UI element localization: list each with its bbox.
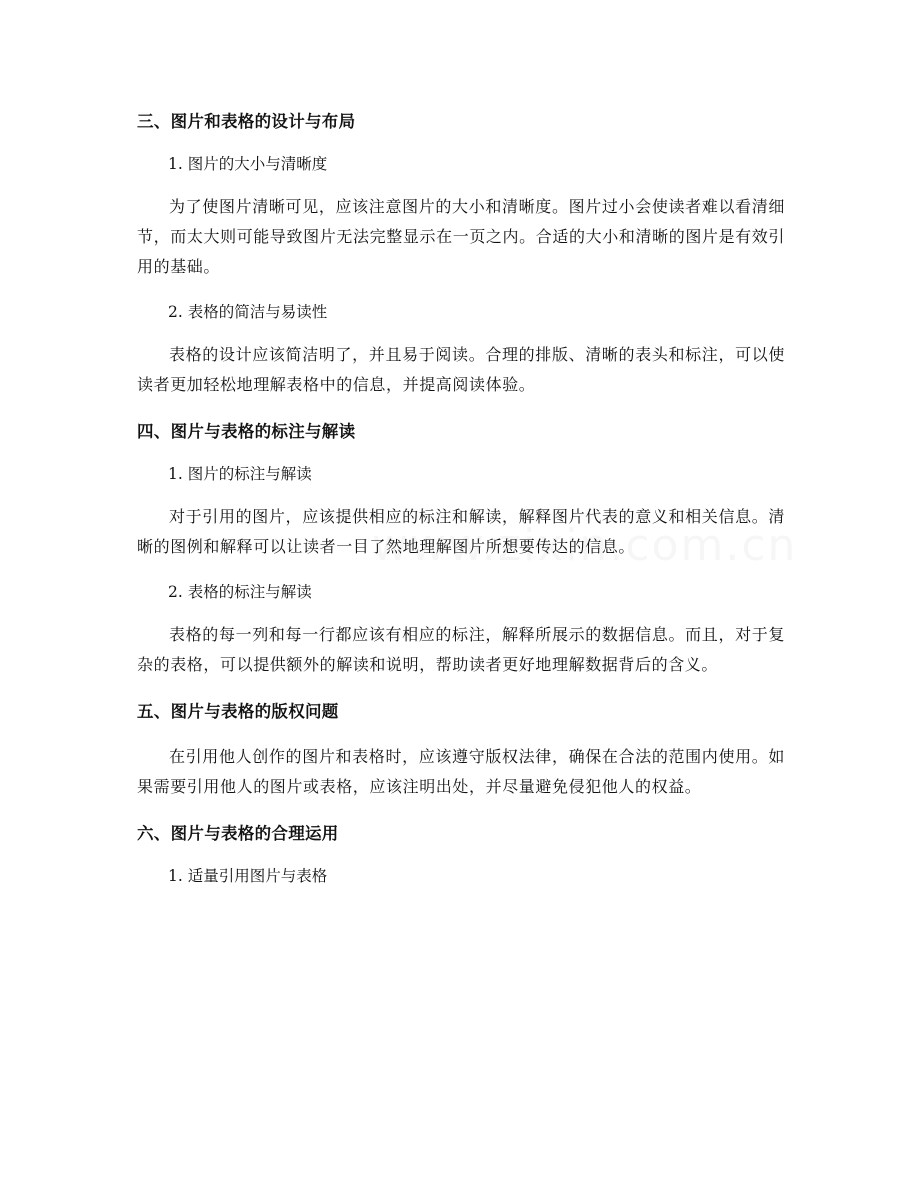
section-6-subheading-1: 1. 适量引用图片与表格 (168, 867, 328, 885)
section-4-subheading-2: 2. 表格的标注与解读 (168, 583, 312, 601)
section-4-paragraph-1: 对于引用的图片，应该提供相应的标注和解读，解释图片代表的意义和相关信息。清晰的图例和解释可以让读者一目了然地理解图片所想要传达的信息。 (137, 507, 785, 556)
section-3-subheading-2: 2. 表格的简洁与易读性 (168, 303, 328, 321)
section-3-paragraph-2: 表格的设计应该简洁明了，并且易于阅读。合理的排版、清晰的表头和标注，可以使读者更加轻松地理解表格中的信息，并提高阅读体验。 (137, 345, 785, 394)
section-6-heading: 六、图片与表格的合理运用 (137, 824, 339, 843)
section-4-paragraph-2: 表格的每一列和每一行都应该有相应的标注，解释所展示的数据信息。而且，对于复杂的表格，可以提供额外的解读和说明，帮助读者更好地理解数据背后的含义。 (137, 625, 785, 674)
section-3-paragraph-1: 为了使图片清晰可见，应该注意图片的大小和清晰度。图片过小会使读者难以看清细节，而太大则可能导致图片无法完整显示在一页之内。合适的大小和清晰的图片是有效引用的基础。 (137, 197, 785, 276)
document-body (137, 108, 785, 890)
section-3-heading: 三、图片和表格的设计与布局 (137, 112, 356, 131)
section-5-paragraph-1: 在引用他人创作的图片和表格时，应该遵守版权法律，确保在合法的范围内使用。如果需要引用他人的图片或表格，应该注明出处，并尽量避免侵犯他人的权益。 (137, 747, 785, 796)
section-5-heading: 五、图片与表格的版权问题 (137, 702, 339, 721)
section-4-subheading-1: 1. 图片的标注与解读 (168, 465, 312, 483)
section-3-subheading-1: 1. 图片的大小与清晰度 (168, 155, 328, 173)
section-4-heading: 四、图片与表格的标注与解读 (137, 422, 356, 441)
